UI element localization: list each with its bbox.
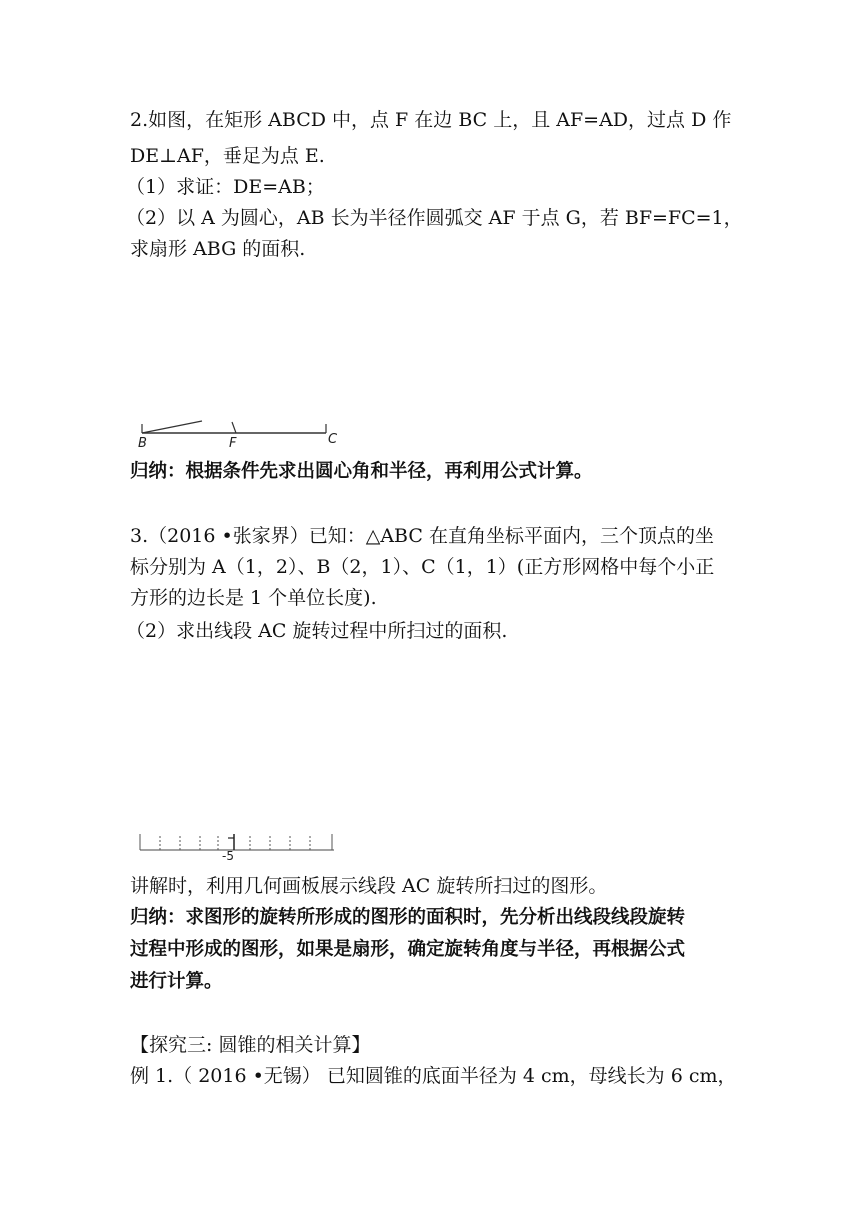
problem2-line1: 2.如图，在矩形 ABCD 中，点 F 在边 BC 上，且 AF=AD，过点 D 作 (130, 109, 732, 131)
problem3-line1: 3.（2016 •张家界）已知：△ABC 在直角坐标平面内，三个顶点的坐 (130, 525, 714, 547)
label-f: F (229, 436, 237, 450)
label-b: B (138, 436, 147, 450)
rectangle-figure-cropped (130, 418, 350, 450)
section3-heading: 【探究三: 圆锥的相关计算】 (130, 1034, 371, 1056)
problem2-summary: 归纳：根据条件先求出圆心角和半径，再利用公式计算。 (130, 461, 593, 482)
label-neg5: -5 (222, 849, 234, 862)
problem3-summary-line2: 过程中形成的图形，如果是扇形，确定旋转角度与半径，再根据公式 (130, 939, 686, 960)
problem2-part2-line2: 求扇形 ABG 的面积. (130, 238, 306, 260)
segment-af (232, 422, 236, 433)
grid-ticks (140, 834, 332, 850)
section3-example1: 例 1.（ 2016 •无锡） 已知圆锥的底面半径为 4 cm，母线长为 6 cm， (130, 1065, 737, 1087)
problem3-summary-line3: 进行计算。 (130, 971, 223, 992)
problem3-part2: （2）求出线段 AC 旋转过程中所扫过的面积. (126, 620, 508, 642)
problem2-line2: DE⊥AF，垂足为点 E. (130, 145, 325, 167)
problem3-line3: 方形的边长是 1 个单位长度). (130, 587, 377, 609)
grid-figure-cropped (138, 830, 338, 862)
problem3-line2: 标分别为 A（1，2）、B（2，1）、C（1，1）(正方形网格中每个小正 (130, 556, 715, 578)
segment-ba (142, 421, 202, 433)
problem3-note: 讲解时，利用几何画板展示线段 AC 旋转所扫过的图形。 (130, 875, 608, 897)
problem3-summary-line1: 归纳：求图形的旋转所形成的图形的面积时，先分析出线段线段旋转 (130, 907, 686, 928)
label-c: C (328, 432, 338, 447)
problem2-part1: （1）求证：DE=AB； (126, 176, 325, 198)
problem2-part2-line1: （2）以 A 为圆心，AB 长为半径作圆弧交 AF 于点 G，若 BF=FC=1， (126, 207, 743, 229)
